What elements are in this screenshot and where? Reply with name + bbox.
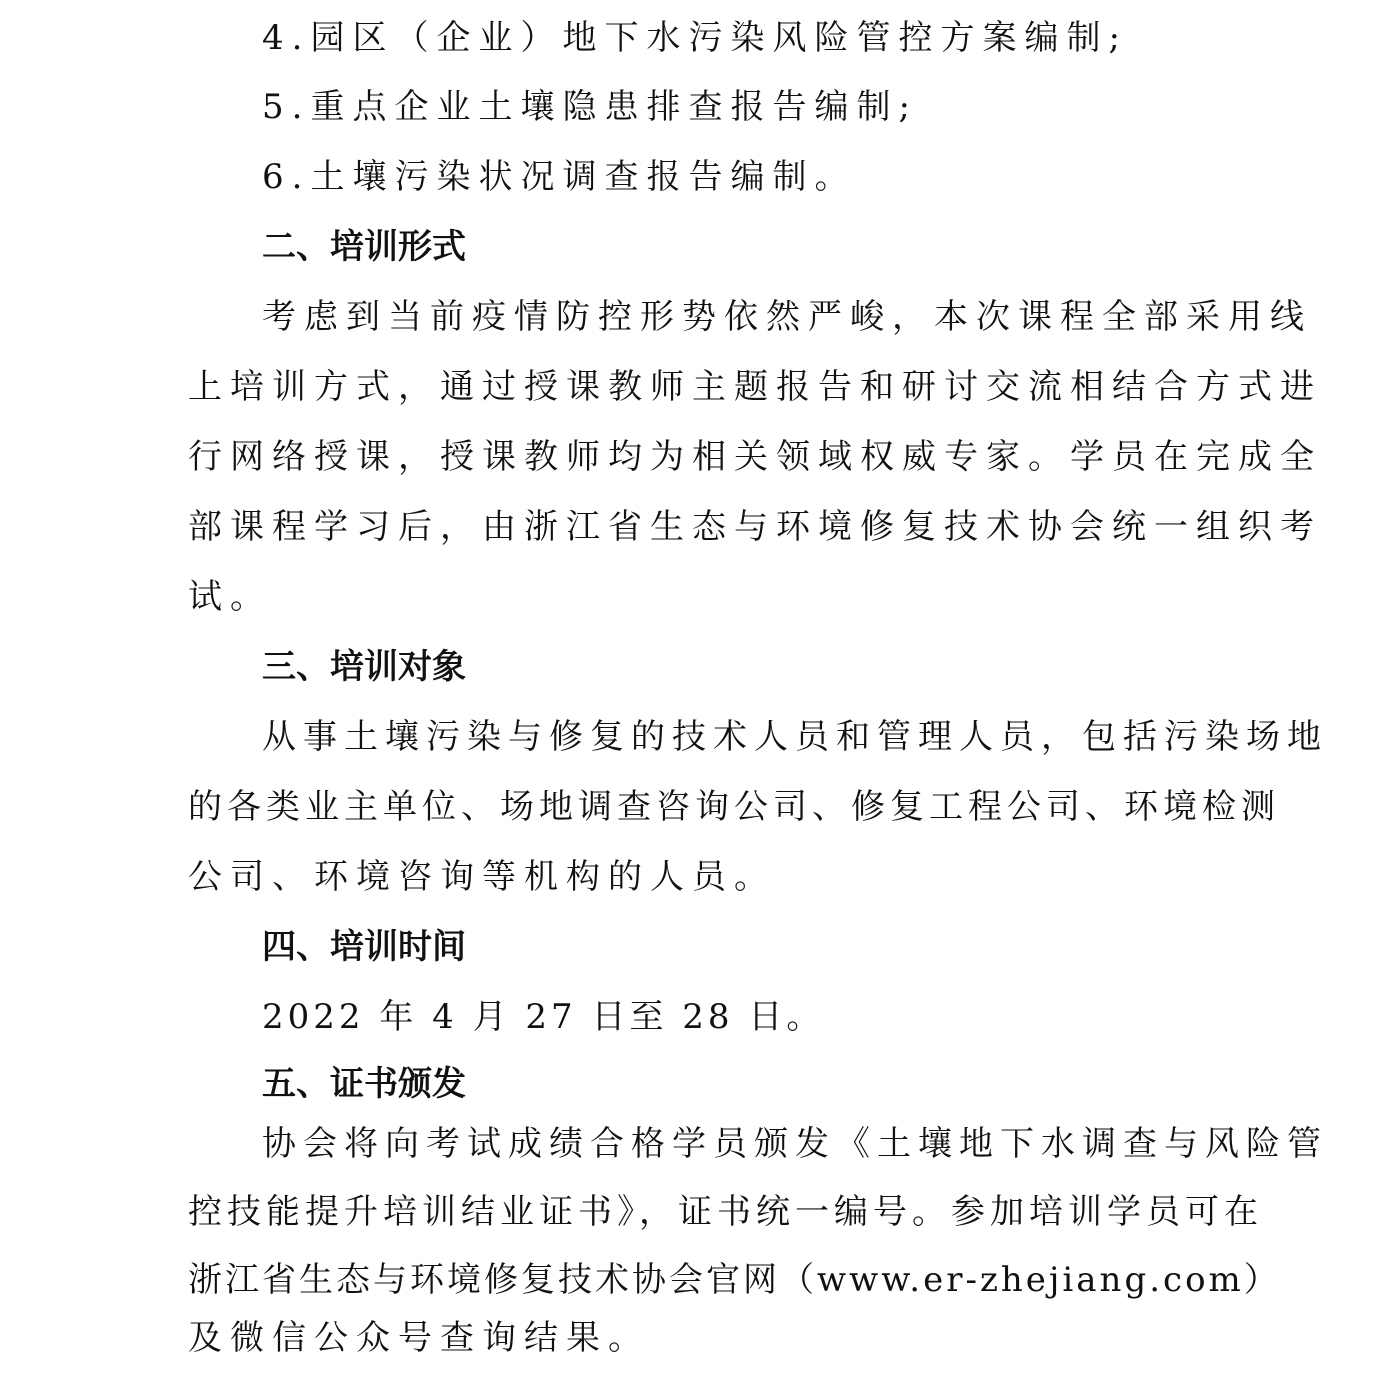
section-heading-time: 四、培训时间 — [262, 927, 466, 967]
paragraph-line: 上培训方式，通过授课教师主题报告和研讨交流相结合方式进 — [188, 367, 1322, 407]
paragraph-line: 2022 年 4 月 27 日至 28 日。 — [262, 997, 825, 1037]
list-item-6: 6.土壤污染状况调查报告编制。 — [262, 157, 857, 197]
list-item-5: 5.重点企业土壤隐患排查报告编制; — [262, 87, 918, 127]
paragraph-line: 行网络授课，授课教师均为相关领域权威专家。学员在完成全 — [188, 437, 1322, 477]
paragraph-line: 考虑到当前疫情防控形势依然严峻，本次课程全部采用线 — [262, 297, 1312, 337]
section-heading-audience: 三、培训对象 — [262, 647, 466, 687]
list-item-4: 4.园区（企业）地下水污染风险管控方案编制; — [262, 18, 1128, 58]
paragraph-line: 控技能提升培训结业证书》，证书统一编号。参加培训学员可在 — [188, 1192, 1263, 1232]
paragraph-line: 试。 — [188, 577, 272, 617]
paragraph-line: 部课程学习后，由浙江省生态与环境修复技术协会统一组织考 — [188, 507, 1322, 547]
paragraph-line: 公司、环境咨询等机构的人员。 — [188, 857, 776, 897]
paragraph-line: 浙江省生态与环境修复技术协会官网（www.er-zhejiang.com） — [188, 1260, 1281, 1300]
section-heading-certificate: 五、证书颁发 — [262, 1064, 466, 1104]
paragraph-line: 从事土壤污染与修复的技术人员和管理人员，包括污染场地 — [262, 717, 1328, 757]
section-heading-format: 二、培训形式 — [262, 227, 466, 267]
paragraph-line: 的各类业主单位、场地调查咨询公司、修复工程公司、环境检测 — [188, 787, 1280, 827]
paragraph-line: 协会将向考试成绩合格学员颁发《土壤地下水调查与风险管 — [262, 1124, 1328, 1164]
paragraph-line: 及微信公众号查询结果。 — [188, 1318, 650, 1358]
